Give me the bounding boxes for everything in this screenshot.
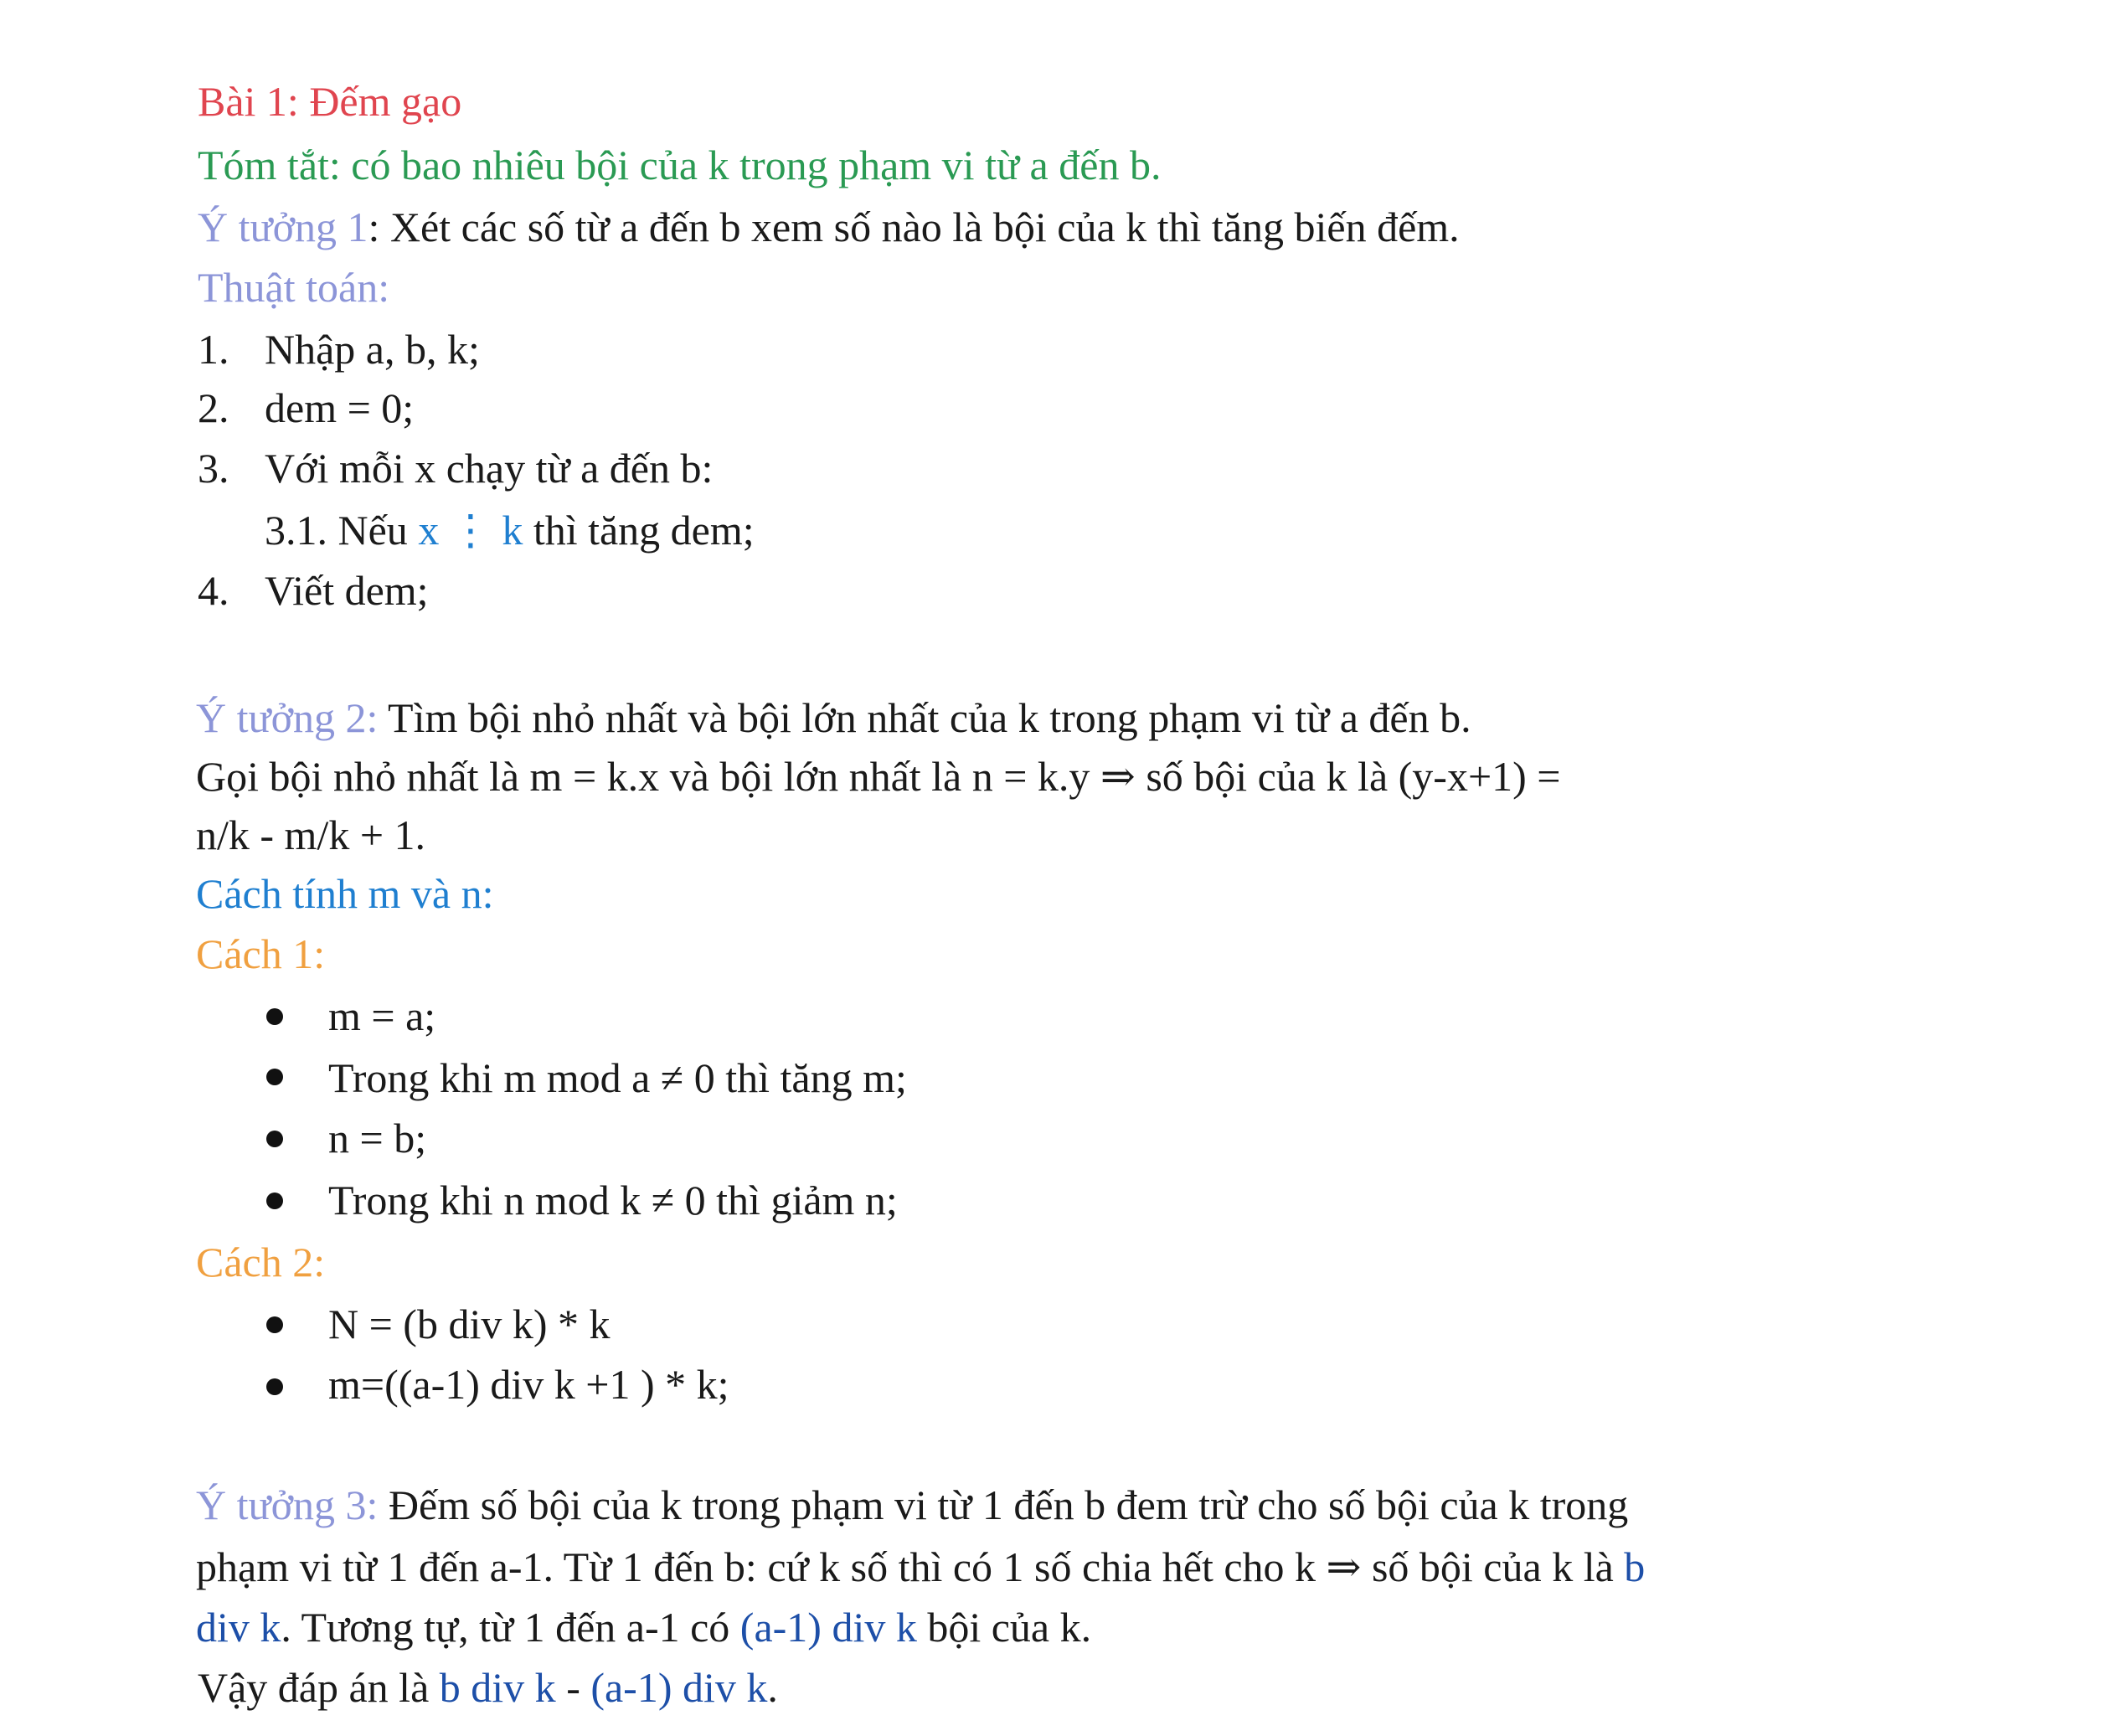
answer-mid: -	[555, 1664, 591, 1711]
idea-1-text: : Xét các số từ a đến b xem số nào là bội của k thì tăng biến đếm.	[368, 203, 1460, 250]
idea-2-line-3: n/k - m/k + 1.	[196, 811, 426, 858]
method-2-label: Cách 2:	[196, 1239, 326, 1285]
idea-2-text: Tìm bội nhỏ nhất và bội lớn nhất của k trong phạm vi từ a đến b.	[378, 694, 1471, 741]
problem-title: Bài 1: Đếm gạo	[198, 78, 462, 125]
method-1-item: Trong khi n mod k ≠ 0 thì giảm n;	[328, 1177, 898, 1223]
step-text: Viết dem;	[265, 567, 429, 614]
algorithm-label: Thuật toán:	[198, 264, 390, 311]
step-number: 1.	[198, 326, 229, 373]
step-2	[198, 384, 415, 431]
bullet-icon	[266, 1131, 283, 1147]
bullet-icon	[266, 1069, 283, 1085]
substep-3-1	[265, 507, 755, 554]
idea-2-label: Ý tưởng 2:	[196, 694, 379, 741]
idea-3-highlight-b: b	[1624, 1543, 1646, 1590]
idea-1-label: Ý tưởng 1	[198, 203, 368, 250]
method-2-item: m=((a-1) div k +1 ) * k;	[328, 1361, 729, 1408]
idea-3-text-2: phạm vi từ 1 đến a-1. Từ 1 đến b: cứ k số thì có 1 số chia hết cho k ⇒ số bội của k là	[196, 1543, 1625, 1590]
idea-3-highlight-2: (a-1) div k	[739, 1604, 917, 1651]
step-number: 2.	[198, 384, 229, 431]
idea-3-line-3	[196, 1604, 1092, 1651]
method-1-item: m = a;	[328, 992, 436, 1039]
step-text: Với mỗi x chạy từ a đến b:	[265, 445, 714, 492]
step-1	[198, 326, 480, 373]
idea-3-label: Ý tưởng 3:	[196, 1481, 379, 1528]
step-4	[198, 567, 429, 614]
substep-condition: x ⋮ k	[418, 507, 523, 554]
idea-3-highlight-1: div k	[196, 1604, 281, 1651]
step-number: 4.	[198, 567, 229, 614]
idea-2-line-2: Gọi bội nhỏ nhất là m = k.x và bội lớn nhất là n = k.y ⇒ số bội của k là (y-x+1) =	[196, 753, 1561, 800]
idea-3-text-1: Đếm số bội của k trong phạm vi từ 1 đến b đem trừ cho số bội của k trong	[378, 1481, 1629, 1528]
step-text: dem = 0;	[265, 384, 415, 431]
method-2-item: N = (b div k) * k	[328, 1301, 611, 1347]
idea-3-line	[196, 1481, 1629, 1528]
answer-highlight-2: (a-1) div k	[590, 1664, 768, 1711]
step-text: Nhập a, b, k;	[265, 326, 480, 373]
answer-prefix: Vậy đáp án là	[198, 1664, 440, 1711]
answer-line	[198, 1664, 778, 1711]
problem-summary: Tóm tắt: có bao nhiêu bội của k trong phạm vi từ a đến b.	[198, 142, 1162, 188]
step-number: 3.	[198, 445, 229, 492]
answer-suffix: .	[767, 1664, 778, 1711]
bullet-icon	[266, 1316, 283, 1333]
idea-1-line	[198, 203, 1460, 250]
step-3	[198, 445, 714, 492]
compute-label: Cách tính m và n:	[196, 870, 494, 917]
substep-prefix: 3.1. Nếu	[265, 507, 419, 554]
idea-3-text-3a: . Tương tự, từ 1 đến a-1 có	[281, 1604, 740, 1651]
bullet-icon	[266, 1193, 283, 1209]
method-1-item: n = b;	[328, 1115, 427, 1162]
idea-3-text-3b: bội của k.	[916, 1604, 1092, 1651]
bullet-icon	[266, 1008, 283, 1025]
idea-2-line	[196, 694, 1471, 741]
method-1-item: Trong khi m mod a ≠ 0 thì tăng m;	[328, 1054, 907, 1101]
answer-highlight-1: b div k	[439, 1664, 556, 1711]
method-1-label: Cách 1:	[196, 930, 326, 977]
bullet-icon	[266, 1378, 283, 1395]
idea-3-line-2	[196, 1543, 1646, 1590]
substep-suffix: thì tăng dem;	[523, 507, 755, 554]
